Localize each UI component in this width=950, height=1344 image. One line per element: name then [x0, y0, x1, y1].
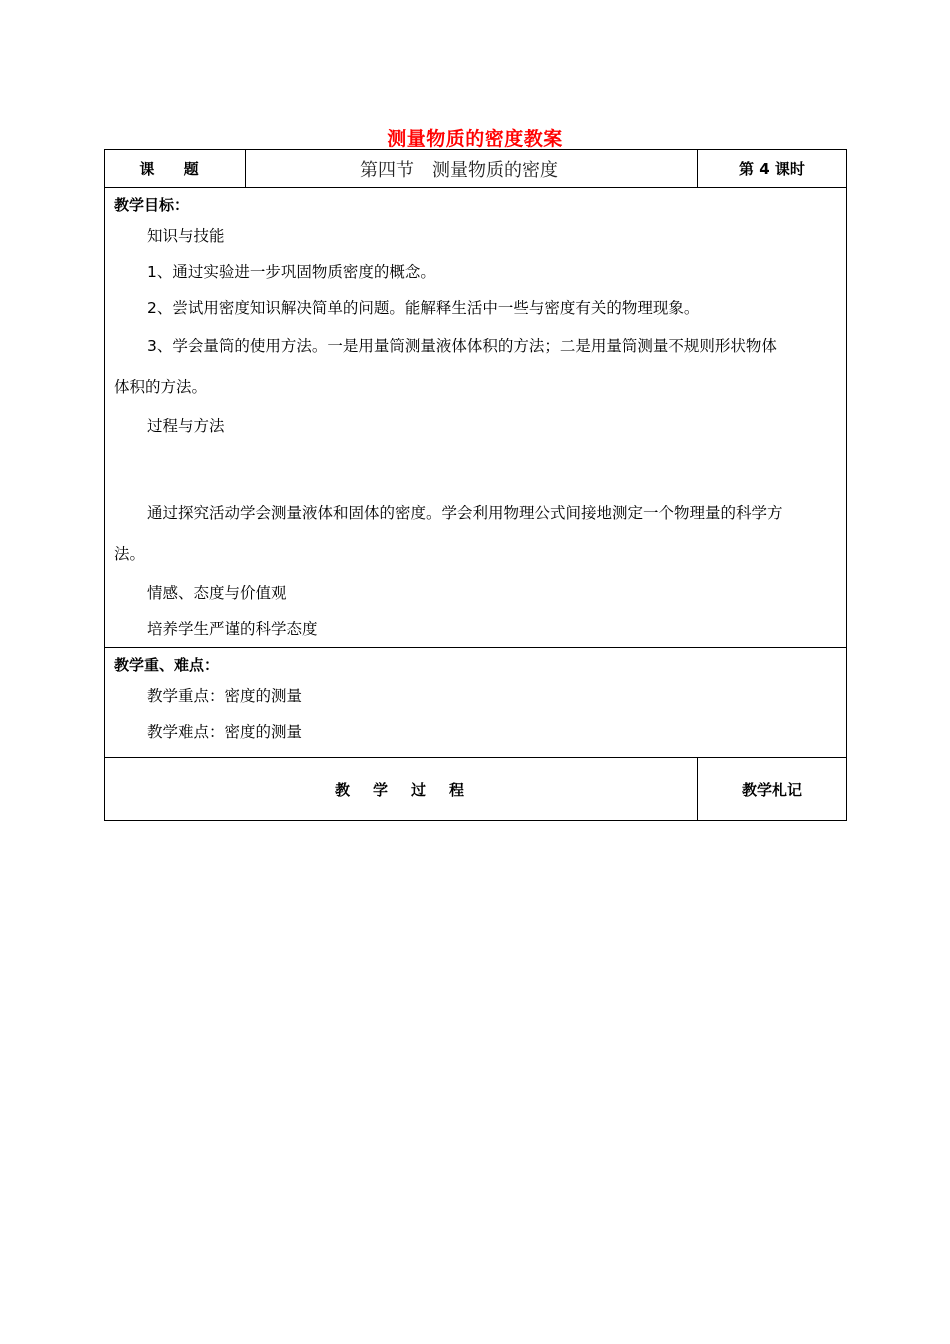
- lesson-plan-table: [104, 149, 847, 821]
- process-row: [105, 758, 847, 821]
- process-method-text: [105, 493, 846, 575]
- period-label: 第 4 课时: [698, 150, 847, 188]
- goal-item-2: 2、尝试用密度知识解决简单的问题。能解释生活中一些与密度有关的物理现象。: [147, 299, 700, 317]
- goal-item-1: 1、通过实验进一步巩固物质密度的概念。: [147, 263, 436, 281]
- process-method-line1: 通过探究活动学会测量液体和固体的密度。学会利用物理公式间接地测定一个物理量的科学方: [147, 504, 783, 522]
- attitude-text: 培养学生严谨的科学态度: [147, 620, 318, 638]
- knowledge-heading: 知识与技能: [147, 227, 225, 245]
- goal-item-3-line1: 3、学会量筒的使用方法。一是用量筒测量液体体积的方法；二是用量筒测量不规则形状物体: [147, 337, 777, 355]
- topic-value: 第四节 测量物质的密度: [246, 150, 698, 188]
- blank-space: [105, 444, 846, 493]
- document-title: 测量物质的密度教案: [387, 128, 563, 150]
- goal-item-3: [105, 326, 846, 408]
- key-focus: 教学重点：密度的测量: [147, 687, 303, 705]
- key-points-row: [105, 648, 847, 758]
- process-method-line2: 法。: [114, 545, 146, 563]
- teaching-notes-label: 教学札记: [698, 758, 847, 821]
- teaching-process-label: 教学过程: [105, 758, 698, 821]
- key-points-heading: 教学重、难点：: [114, 656, 220, 674]
- process-method-heading: 过程与方法: [147, 417, 225, 435]
- topic-label: 课 题: [105, 150, 246, 188]
- attitude-heading: 情感、态度与价值观: [147, 584, 287, 602]
- header-row: [105, 150, 847, 188]
- goals-row: [105, 188, 847, 648]
- key-difficulty: 教学难点：密度的测量: [147, 723, 303, 741]
- key-points-cell: [105, 648, 847, 758]
- goals-cell: [105, 188, 847, 648]
- goals-heading: 教学目标：: [114, 196, 190, 214]
- goal-item-3-line2: 体积的方法。: [114, 378, 208, 396]
